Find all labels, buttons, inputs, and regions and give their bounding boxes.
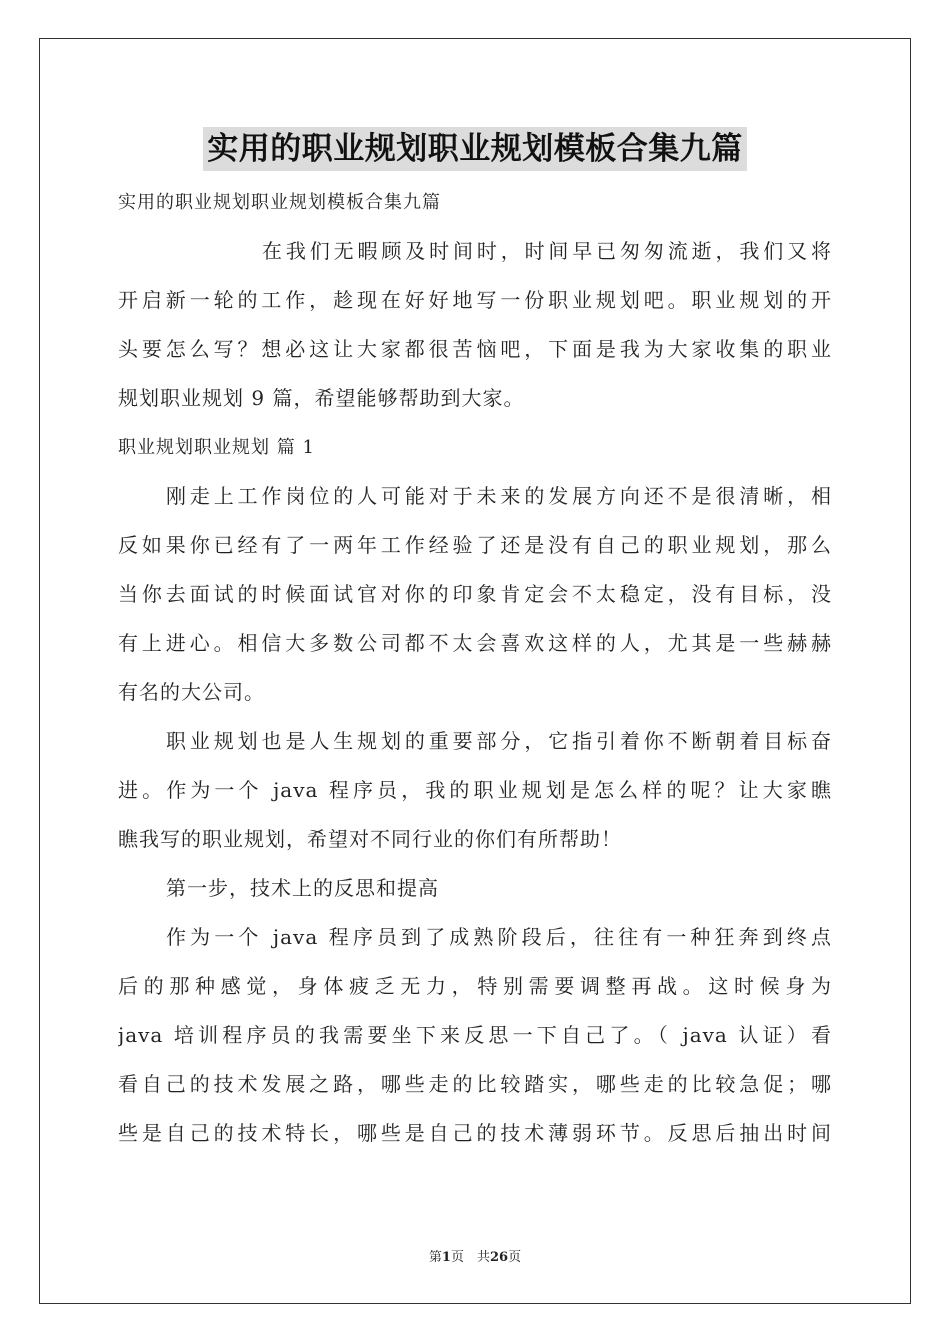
paragraph-line: 作为一个 java 程序员到了成熟阶段后，往往有一种狂奔到终点 <box>166 925 832 949</box>
paragraph-line: 瞧我写的职业规划，希望对不同行业的你们有所帮助！ <box>118 827 622 851</box>
intro-line: 规划职业规划 9 篇，希望能够帮助到大家。 <box>118 386 525 410</box>
paragraph-line: 反如果你已经有了一两年工作经验了还是没有自己的职业规划，那么 <box>118 533 832 557</box>
paragraph-line: 后的那种感觉，身体疲乏无力，特别需要调整再战。这时候身为 <box>118 974 832 998</box>
section-heading: 职业规划职业规划 篇 1 <box>118 437 315 458</box>
footer-page-suffix: 页 <box>508 1250 522 1265</box>
paragraph-line: 有上进心。相信大多数公司都不太会喜欢这样的人，尤其是一些赫赫 <box>118 631 832 655</box>
footer-total-pages: 26 <box>489 1250 509 1265</box>
paragraph-line: 有名的大公司。 <box>118 680 265 704</box>
document-body <box>118 178 832 1158</box>
document-title: 实用的职业规划职业规划模板合集九篇 <box>203 127 747 171</box>
page-footer <box>0 1246 950 1265</box>
footer-page-number: 1 <box>441 1250 451 1265</box>
footer-page-prefix: 第 <box>428 1250 442 1265</box>
subtitle: 实用的职业规划职业规划模板合集九篇 <box>118 192 441 213</box>
title-block <box>0 127 950 171</box>
paragraph-line: 刚走上工作岗位的人可能对于未来的发展方向还不是很清晰，相 <box>166 484 832 508</box>
paragraph-line: 当你去面试的时候面试官对你的印象肯定会不太稳定，没有目标，没 <box>118 582 832 606</box>
intro-line: 开启新一轮的工作，趁现在好好地写一份职业规划吧。职业规划的开 <box>118 288 832 312</box>
paragraph-line: 看自己的技术发展之路，哪些走的比较踏实，哪些走的比较急促；哪 <box>118 1072 832 1096</box>
paragraph-line: 职业规划也是人生规划的重要部分，它指引着你不断朝着目标奋 <box>166 729 832 753</box>
step-heading: 第一步，技术上的反思和提高 <box>166 876 439 900</box>
paragraph-line: java 培训程序员的我需要坐下来反思一下自己了。（ java 认证）看 <box>118 1023 832 1047</box>
paragraph-line: 进。作为一个 java 程序员，我的职业规划是怎么样的呢？让大家瞧 <box>118 778 832 802</box>
footer-page-mid: 页 共 <box>450 1250 490 1265</box>
intro-line: 头要怎么写？想必这让大家都很苦恼吧，下面是我为大家收集的职业 <box>118 337 832 361</box>
paragraph-line: 些是自己的技术特长，哪些是自己的技术薄弱环节。反思后抽出时间 <box>118 1121 832 1145</box>
intro-line: 在我们无暇顾及时间时，时间早已匆匆流逝，我们又将 <box>262 239 832 263</box>
